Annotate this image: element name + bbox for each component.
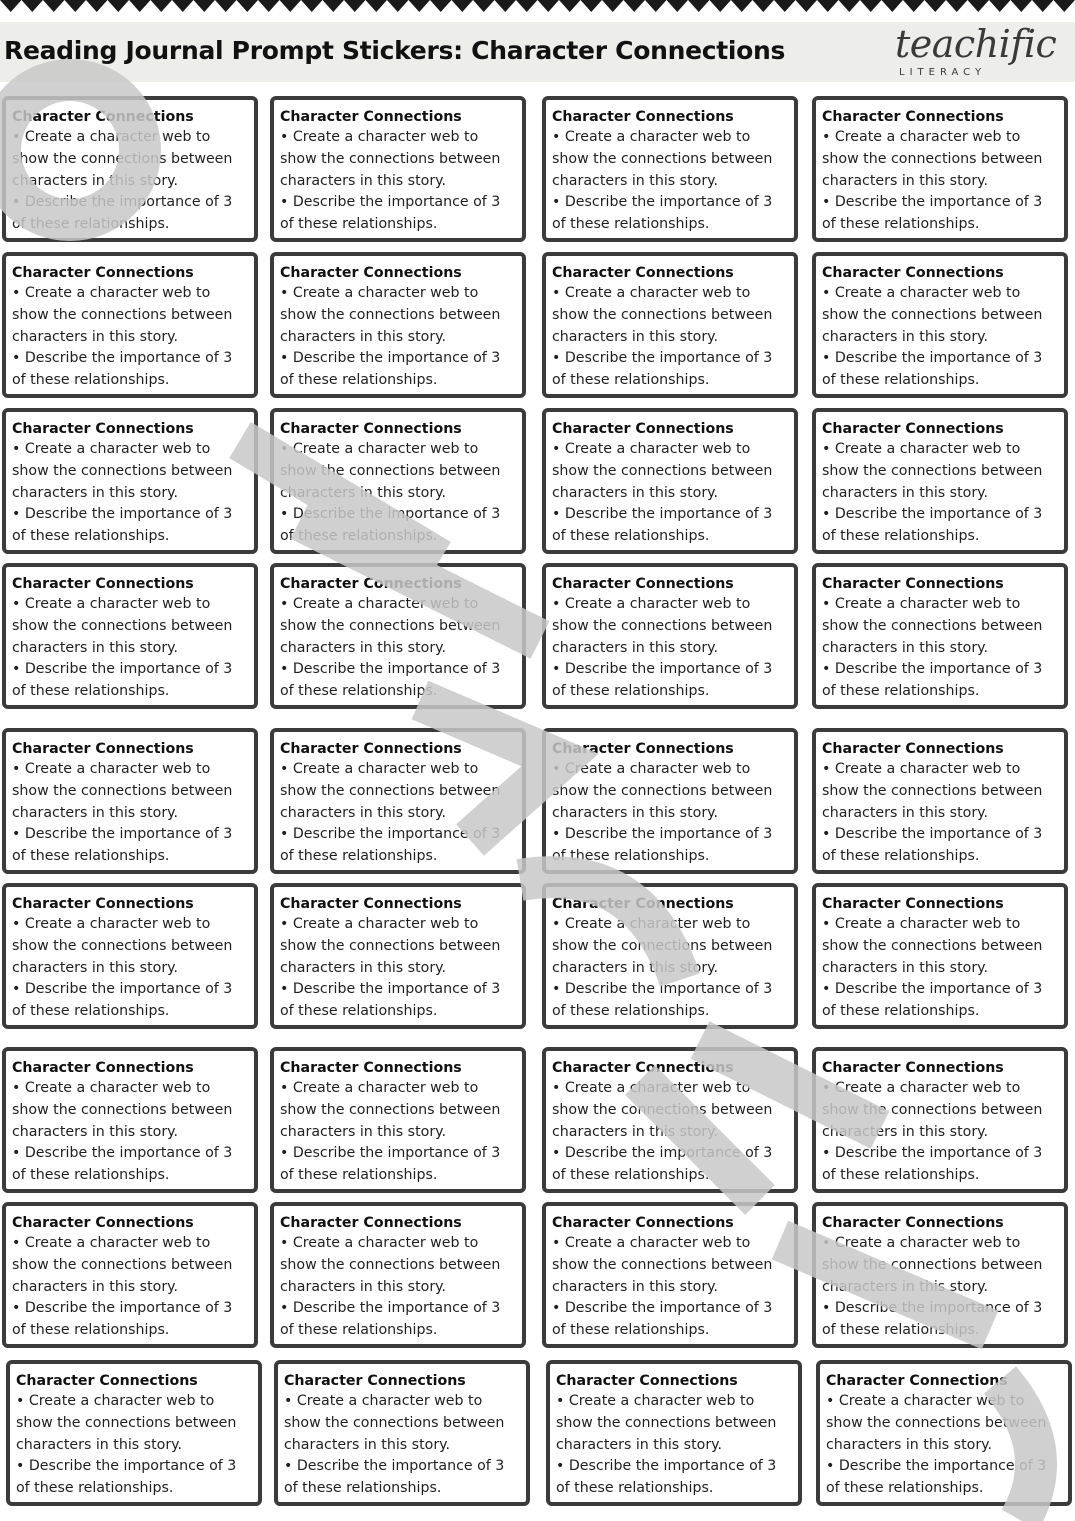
- sticker-bullet-describe: • Describe the importance of 3 of these relationships.: [12, 1145, 233, 1184]
- sticker-title: Character Connections: [12, 741, 194, 757]
- sticker-bullet-describe: • Describe the importance of 3 of these relationships.: [822, 981, 1043, 1020]
- sticker-bullet-describe: • Describe the importance of 3 of these relationships.: [556, 1458, 777, 1497]
- sticker-bullet-create-web: • Create a character web to show the connections between characters in this story.: [12, 285, 233, 345]
- sticker-bullet-create-web: • Create a character web to show the connections between characters in this story.: [284, 1393, 505, 1453]
- sticker-bullet-describe: • Describe the importance of 3 of these relationships.: [822, 1145, 1043, 1184]
- prompt-sticker: [270, 728, 526, 874]
- sticker-bullet-create-web: • Create a character web to show the connections between characters in this story.: [826, 1393, 1047, 1453]
- sticker-title: Character Connections: [280, 109, 462, 125]
- sticker-bullet-create-web: • Create a character web to show the connections between characters in this story.: [552, 596, 773, 656]
- sticker-title: Character Connections: [12, 1215, 194, 1231]
- sticker-bullet-create-web: • Create a character web to show the connections between characters in this story.: [552, 285, 773, 345]
- sticker-bullet-create-web: • Create a character web to show the connections between characters in this story.: [12, 1080, 233, 1140]
- sticker-bullet-create-web: • Create a character web to show the connections between characters in this story.: [552, 761, 773, 821]
- prompt-sticker: [2, 96, 258, 242]
- sticker-bullet-describe: • Describe the importance of 3 of these relationships.: [552, 981, 773, 1020]
- prompt-sticker: [270, 408, 526, 554]
- sticker-bullet-describe: • Describe the importance of 3 of these relationships.: [822, 506, 1043, 545]
- sticker-bullet-create-web: • Create a character web to show the connections between characters in this story.: [12, 916, 233, 976]
- prompt-sticker: [270, 883, 526, 1029]
- sticker-bullet-create-web: • Create a character web to show the connections between characters in this story.: [12, 441, 233, 501]
- sticker-bullet-create-web: • Create a character web to show the connections between characters in this story.: [16, 1393, 237, 1453]
- prompt-sticker: [270, 1202, 526, 1348]
- sticker-title: Character Connections: [12, 109, 194, 125]
- sticker-bullet-describe: • Describe the importance of 3 of these relationships.: [826, 1458, 1047, 1497]
- sticker-title: Character Connections: [280, 1215, 462, 1231]
- sticker-title: Character Connections: [822, 1215, 1004, 1231]
- sticker-title: Character Connections: [826, 1373, 1008, 1389]
- sticker-bullet-create-web: • Create a character web to show the connections between characters in this story.: [280, 596, 501, 656]
- sticker-bullet-describe: • Describe the importance of 3 of these relationships.: [280, 981, 501, 1020]
- sticker-bullet-describe: • Describe the importance of 3 of these relationships.: [12, 194, 233, 233]
- prompt-sticker: [812, 408, 1068, 554]
- sticker-title: Character Connections: [552, 896, 734, 912]
- prompt-sticker: [812, 252, 1068, 398]
- sticker-title: Character Connections: [552, 576, 734, 592]
- page-title: Reading Journal Prompt Stickers: Character Connections: [4, 36, 786, 65]
- sticker-bullet-describe: • Describe the importance of 3 of these relationships.: [822, 1300, 1043, 1339]
- sticker-bullet-create-web: • Create a character web to show the connections between characters in this story.: [822, 596, 1043, 656]
- logo-wordmark: teachific: [895, 22, 1057, 66]
- sticker-bullet-describe: • Describe the importance of 3 of these relationships.: [280, 350, 501, 389]
- sticker-bullet-describe: • Describe the importance of 3 of these relationships.: [822, 194, 1043, 233]
- sticker-bullet-describe: • Describe the importance of 3 of these relationships.: [280, 661, 501, 700]
- sticker-bullet-describe: • Describe the importance of 3 of these relationships.: [280, 194, 501, 233]
- sticker-title: Character Connections: [552, 741, 734, 757]
- sticker-bullet-create-web: • Create a character web to show the connections between characters in this story.: [822, 441, 1043, 501]
- prompt-sticker: [270, 252, 526, 398]
- sticker-bullet-create-web: • Create a character web to show the connections between characters in this story.: [822, 1235, 1043, 1295]
- sticker-bullet-describe: • Describe the importance of 3 of these relationships.: [16, 1458, 237, 1497]
- sticker-title: Character Connections: [280, 741, 462, 757]
- sticker-bullet-create-web: • Create a character web to show the connections between characters in this story.: [822, 761, 1043, 821]
- sticker-bullet-create-web: • Create a character web to show the connections between characters in this story.: [12, 761, 233, 821]
- sticker-bullet-create-web: • Create a character web to show the connections between characters in this story.: [12, 596, 233, 656]
- prompt-sticker: [2, 1202, 258, 1348]
- prompt-sticker: [2, 252, 258, 398]
- prompt-sticker: [542, 1047, 798, 1193]
- sticker-title: Character Connections: [552, 1215, 734, 1231]
- prompt-sticker: [6, 1360, 262, 1506]
- prompt-sticker: [546, 1360, 802, 1506]
- sticker-title: Character Connections: [822, 265, 1004, 281]
- sticker-title: Character Connections: [280, 576, 462, 592]
- sticker-bullet-describe: • Describe the importance of 3 of these relationships.: [552, 194, 773, 233]
- sticker-bullet-create-web: • Create a character web to show the connections between characters in this story.: [280, 761, 501, 821]
- prompt-sticker: [812, 96, 1068, 242]
- prompt-sticker: [270, 563, 526, 709]
- sticker-title: Character Connections: [284, 1373, 466, 1389]
- prompt-sticker: [542, 563, 798, 709]
- sticker-bullet-create-web: • Create a character web to show the connections between characters in this story.: [12, 129, 233, 189]
- sticker-title: Character Connections: [12, 1060, 194, 1076]
- sticker-bullet-create-web: • Create a character web to show the connections between characters in this story.: [280, 1235, 501, 1295]
- sticker-title: Character Connections: [822, 1060, 1004, 1076]
- sticker-title: Character Connections: [280, 1060, 462, 1076]
- teachific-logo: [895, 24, 1055, 80]
- sticker-title: Character Connections: [822, 421, 1004, 437]
- sticker-bullet-create-web: • Create a character web to show the connections between characters in this story.: [822, 129, 1043, 189]
- prompt-sticker: [2, 728, 258, 874]
- sticker-title: Character Connections: [822, 576, 1004, 592]
- prompt-sticker: [542, 1202, 798, 1348]
- sticker-title: Character Connections: [822, 896, 1004, 912]
- prompt-sticker: [542, 252, 798, 398]
- sticker-bullet-describe: • Describe the importance of 3 of these relationships.: [280, 506, 501, 545]
- prompt-sticker: [270, 1047, 526, 1193]
- prompt-sticker: [542, 728, 798, 874]
- prompt-sticker: [542, 96, 798, 242]
- sticker-bullet-create-web: • Create a character web to show the connections between characters in this story.: [552, 916, 773, 976]
- prompt-sticker: [812, 1047, 1068, 1193]
- sticker-bullet-describe: • Describe the importance of 3 of these relationships.: [12, 826, 233, 865]
- sticker-bullet-describe: • Describe the importance of 3 of these relationships.: [280, 1300, 501, 1339]
- prompt-sticker: [270, 96, 526, 242]
- sticker-title: Character Connections: [12, 265, 194, 281]
- sticker-title: Character Connections: [12, 896, 194, 912]
- sticker-bullet-describe: • Describe the importance of 3 of these relationships.: [822, 826, 1043, 865]
- sticker-bullet-describe: • Describe the importance of 3 of these relationships.: [822, 661, 1043, 700]
- sticker-title: Character Connections: [552, 109, 734, 125]
- sticker-title: Character Connections: [822, 109, 1004, 125]
- sticker-title: Character Connections: [280, 896, 462, 912]
- sticker-title: Character Connections: [552, 265, 734, 281]
- sticker-title: Character Connections: [552, 421, 734, 437]
- sticker-bullet-describe: • Describe the importance of 3 of these relationships.: [552, 506, 773, 545]
- sticker-bullet-create-web: • Create a character web to show the connections between characters in this story.: [280, 916, 501, 976]
- sticker-title: Character Connections: [552, 1060, 734, 1076]
- sticker-title: Character Connections: [280, 265, 462, 281]
- sticker-bullet-describe: • Describe the importance of 3 of these relationships.: [12, 1300, 233, 1339]
- sticker-bullet-create-web: • Create a character web to show the connections between characters in this story.: [280, 285, 501, 345]
- sticker-title: Character Connections: [16, 1373, 198, 1389]
- sticker-bullet-create-web: • Create a character web to show the connections between characters in this story.: [822, 1080, 1043, 1140]
- sticker-bullet-create-web: • Create a character web to show the connections between characters in this story.: [280, 1080, 501, 1140]
- sticker-bullet-describe: • Describe the importance of 3 of these relationships.: [280, 1145, 501, 1184]
- sticker-bullet-create-web: • Create a character web to show the connections between characters in this story.: [552, 441, 773, 501]
- sticker-bullet-describe: • Describe the importance of 3 of these relationships.: [552, 350, 773, 389]
- sticker-bullet-describe: • Describe the importance of 3 of these relationships.: [552, 661, 773, 700]
- prompt-sticker: [812, 883, 1068, 1029]
- sticker-bullet-create-web: • Create a character web to show the connections between characters in this story.: [822, 916, 1043, 976]
- sticker-title: Character Connections: [12, 576, 194, 592]
- sticker-bullet-create-web: • Create a character web to show the connections between characters in this story.: [12, 1235, 233, 1295]
- sticker-bullet-describe: • Describe the importance of 3 of these relationships.: [822, 350, 1043, 389]
- prompt-sticker: [812, 563, 1068, 709]
- sticker-title: Character Connections: [12, 421, 194, 437]
- sticker-bullet-describe: • Describe the importance of 3 of these relationships.: [12, 350, 233, 389]
- header-band: [0, 22, 1075, 82]
- sticker-bullet-create-web: • Create a character web to show the connections between characters in this story.: [552, 1080, 773, 1140]
- prompt-sticker: [2, 563, 258, 709]
- sticker-bullet-create-web: • Create a character web to show the connections between characters in this story.: [280, 441, 501, 501]
- prompt-sticker: [2, 408, 258, 554]
- prompt-sticker: [812, 1202, 1068, 1348]
- sticker-title: Character Connections: [556, 1373, 738, 1389]
- prompt-sticker: [2, 883, 258, 1029]
- sticker-bullet-describe: • Describe the importance of 3 of these relationships.: [284, 1458, 505, 1497]
- prompt-sticker: [812, 728, 1068, 874]
- sticker-bullet-create-web: • Create a character web to show the connections between characters in this story.: [552, 129, 773, 189]
- sticker-bullet-describe: • Describe the importance of 3 of these relationships.: [552, 1300, 773, 1339]
- sticker-bullet-describe: • Describe the importance of 3 of these relationships.: [12, 661, 233, 700]
- prompt-sticker: [816, 1360, 1072, 1506]
- zigzag-border: [0, 0, 1075, 14]
- prompt-sticker: [542, 408, 798, 554]
- sticker-bullet-describe: • Describe the importance of 3 of these relationships.: [280, 826, 501, 865]
- sticker-bullet-create-web: • Create a character web to show the connections between characters in this story.: [556, 1393, 777, 1453]
- sticker-bullet-create-web: • Create a character web to show the connections between characters in this story.: [280, 129, 501, 189]
- sticker-bullet-describe: • Describe the importance of 3 of these relationships.: [12, 506, 233, 545]
- sticker-bullet-describe: • Describe the importance of 3 of these relationships.: [12, 981, 233, 1020]
- sticker-title: Character Connections: [280, 421, 462, 437]
- sticker-bullet-create-web: • Create a character web to show the connections between characters in this story.: [822, 285, 1043, 345]
- sticker-title: Character Connections: [822, 741, 1004, 757]
- sticker-bullet-describe: • Describe the importance of 3 of these relationships.: [552, 826, 773, 865]
- sticker-bullet-create-web: • Create a character web to show the connections between characters in this story.: [552, 1235, 773, 1295]
- prompt-sticker: [542, 883, 798, 1029]
- prompt-sticker: [274, 1360, 530, 1506]
- prompt-sticker: [2, 1047, 258, 1193]
- sticker-bullet-describe: • Describe the importance of 3 of these relationships.: [552, 1145, 773, 1184]
- logo-subtitle: LITERACY: [899, 67, 987, 78]
